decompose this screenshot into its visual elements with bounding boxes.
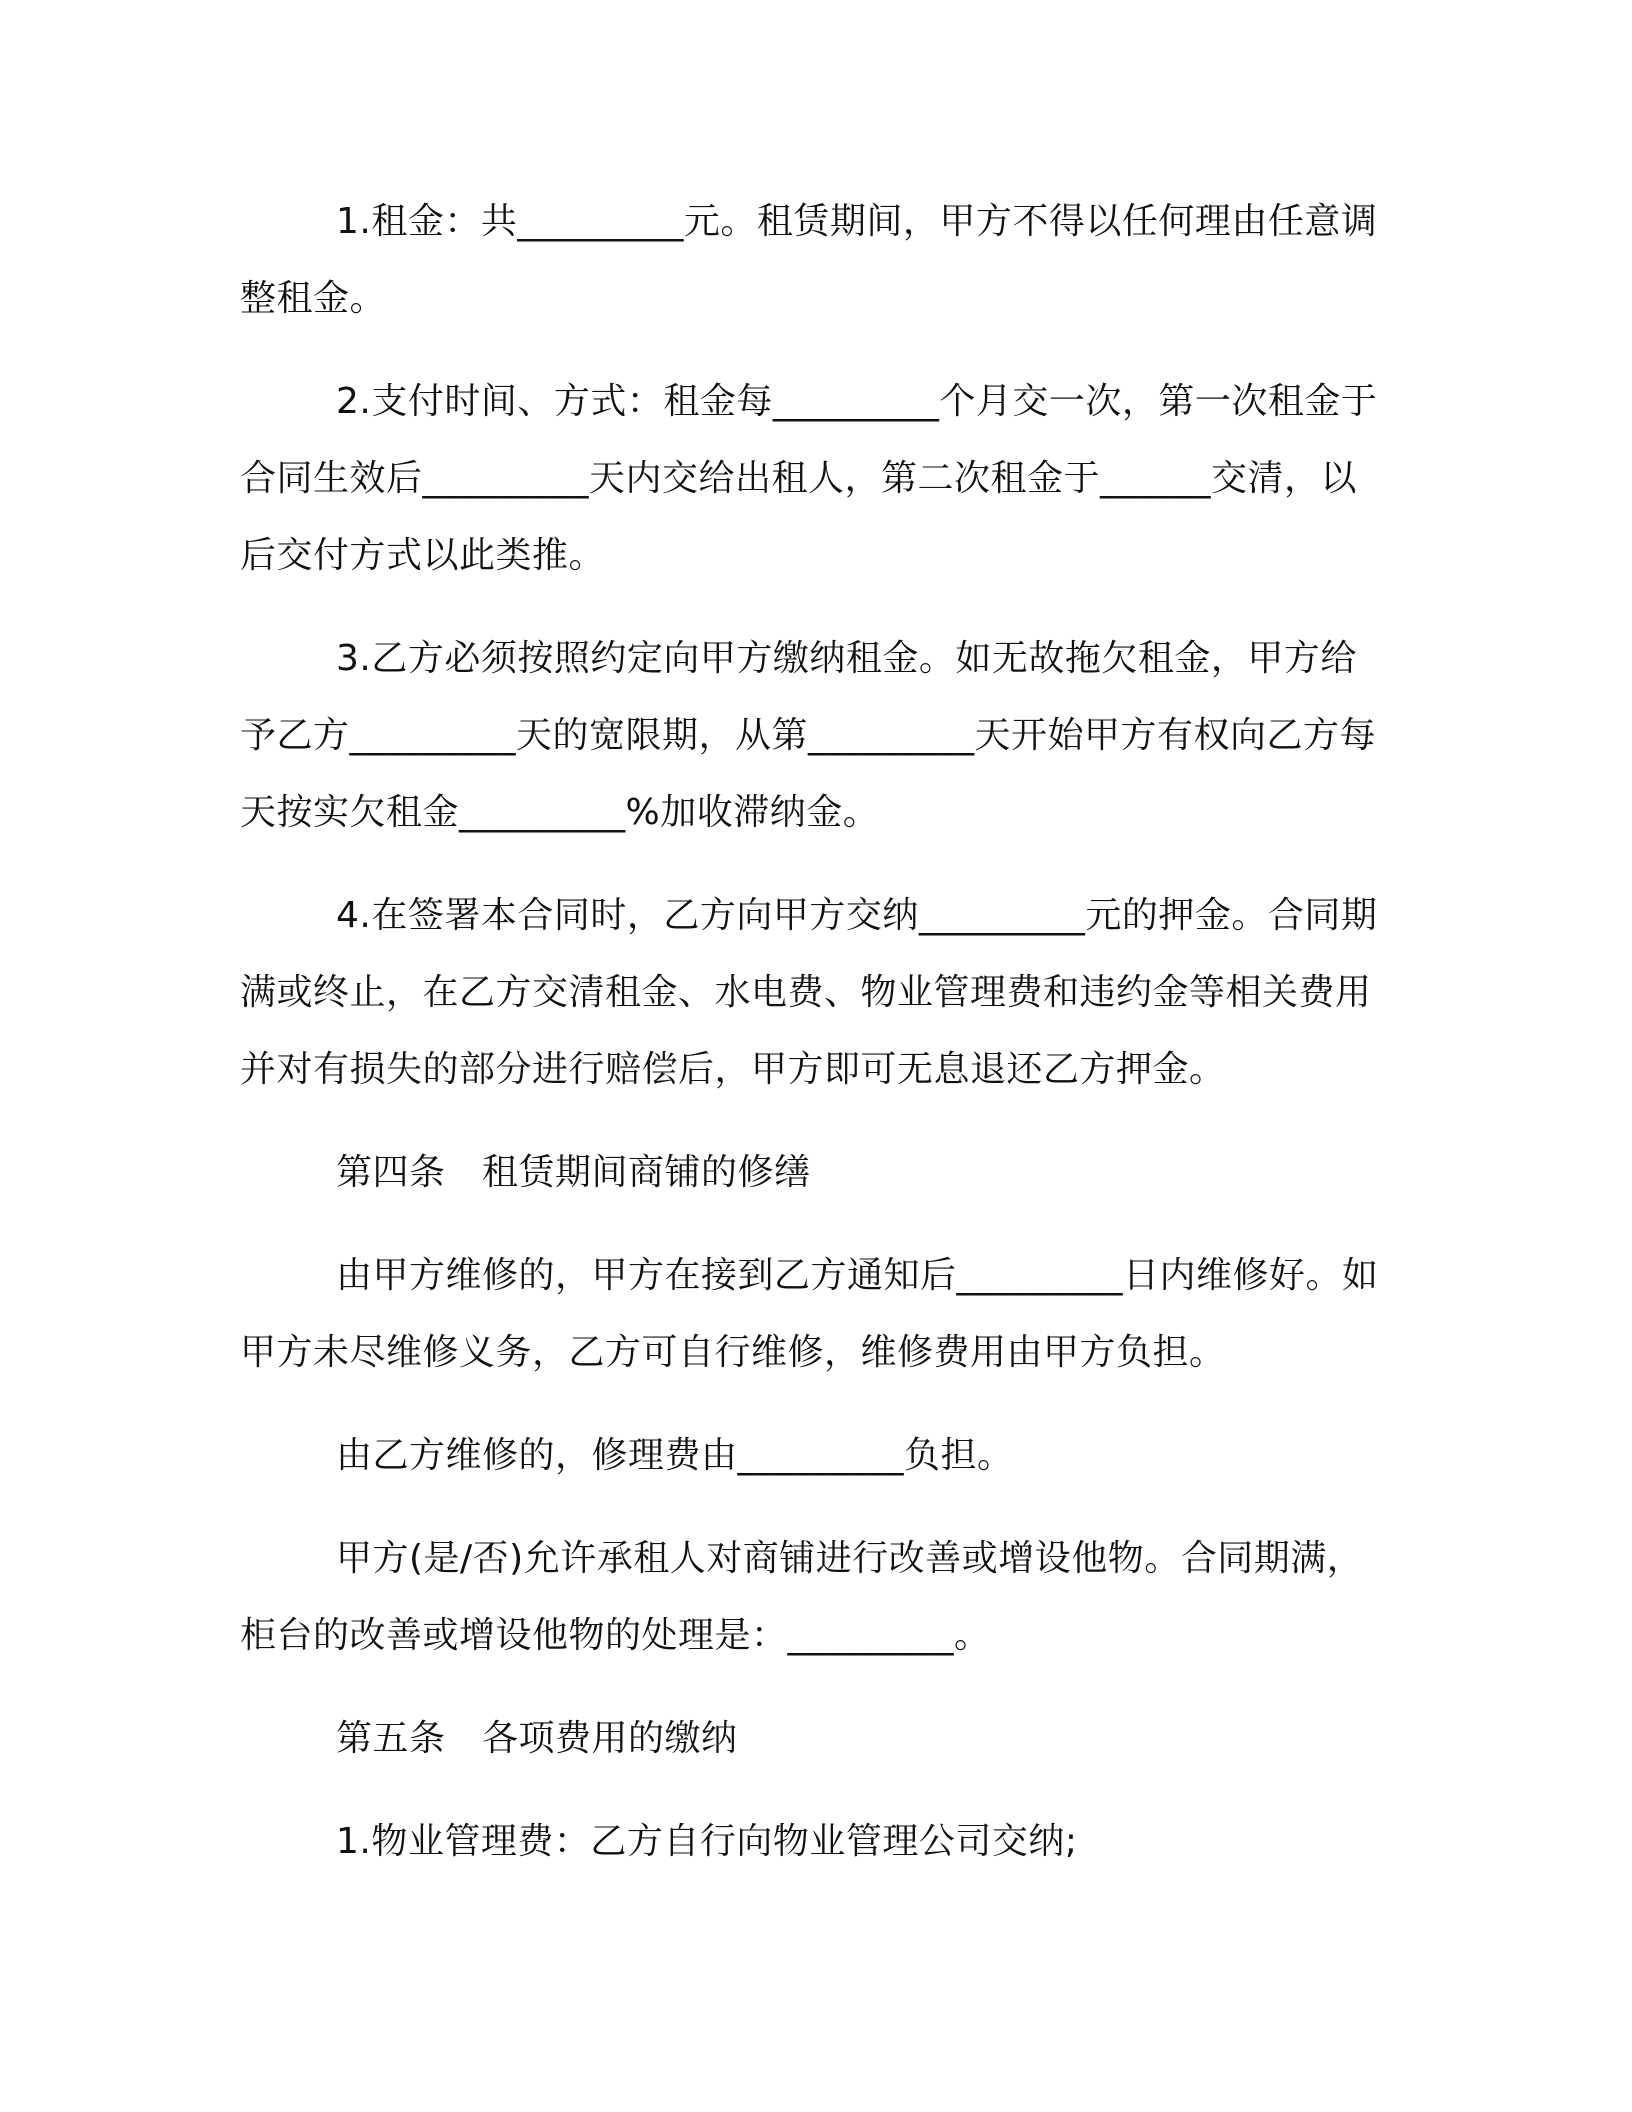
paragraph-late-fee: 3.乙方必须按照约定向甲方缴纳租金。如无故拖欠租金，甲方给予乙方_________天的宽限期，从第_________天开始甲方有权向乙方每天按实欠租金_________%加收滞纳金。 (240, 638, 1377, 833)
paragraph-payment-schedule: 2.支付时间、方式：租金每_________个月交一次，第一次租金于合同生效后_________天内交给出租人，第二次租金于______交清，以后交付方式以此类推。 (240, 381, 1378, 576)
section-heading-article-4: 第四条 租赁期间商铺的修缮 (336, 1152, 811, 1193)
document-body (240, 183, 1390, 1906)
paragraph-property-fee: 1.物业管理费：乙方自行向物业管理公司交纳; (336, 1821, 1078, 1862)
paragraph-deposit: 4.在签署本合同时，乙方向甲方交纳_________元的押金。合同期满或终止，在乙方交清租金、水电费、物业管理费和违约金等相关费用并对有损失的部分进行赔偿后，甲方即可无息退还乙方押金。 (240, 895, 1378, 1090)
paragraph-improvements: 甲方(是/否)允许承租人对商铺进行改善或增设他物。合同期满，柜台的改善或增设他物的处理是：_________。 (240, 1538, 1364, 1656)
paragraph-rent-amount: 1.租金：共_________元。租赁期间，甲方不得以任何理由任意调整租金。 (240, 201, 1378, 319)
paragraph-landlord-repair: 由甲方维修的，甲方在接到乙方通知后_________日内维修好。如甲方未尽维修义务，乙方可自行维修，维修费用由甲方负担。 (240, 1255, 1379, 1373)
paragraph-tenant-repair: 由乙方维修的，修理费由_________负担。 (336, 1435, 1014, 1476)
section-heading-article-5: 第五条 各项费用的缴纳 (336, 1718, 738, 1759)
